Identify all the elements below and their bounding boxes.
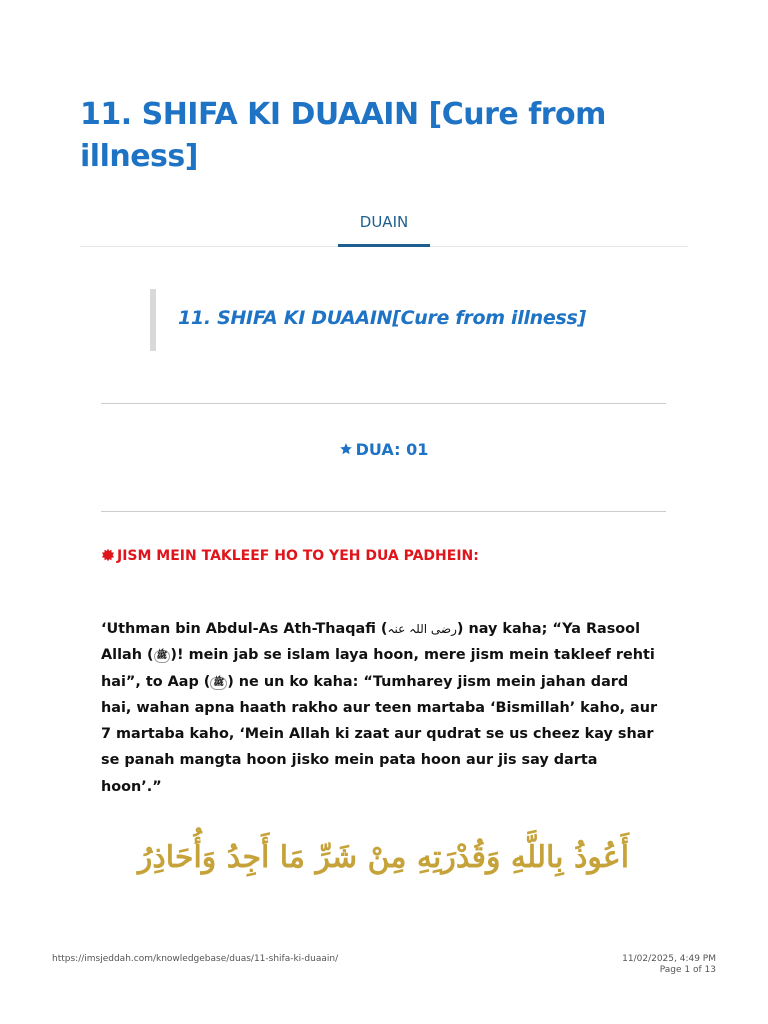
footer-meta	[622, 954, 716, 976]
divider-top	[101, 403, 666, 404]
star-icon	[339, 442, 353, 456]
tab-duain[interactable]: DUAIN	[338, 200, 430, 247]
footer-url: https://imsjeddah.com/knowledgebase/duas/11-shifa-ki-duaain/	[52, 954, 339, 964]
dua-heading	[101, 440, 666, 459]
footer-page-number: Page 1 of 13	[659, 965, 716, 975]
narration-paragraph	[101, 616, 661, 800]
divider-bottom	[101, 511, 666, 512]
narration-part-2: ) nay kaha; “Ya Rasool Allah (	[101, 621, 641, 664]
blockquote	[150, 289, 656, 351]
tab-bar	[80, 200, 688, 247]
narration-part-4: ) ne un ko kaha: “Tumharey jism mein jahan dard hai, wahan apna haath rakho aur teen martaba ‘Bismillah’ kaho, aur 7 martaba kaho, ‘Mein Allah ki zaat aur qudrat se us cheez kay shar se panah mangta hoon jisko mein pata hoon aur jis say darta hoon’.”	[101, 673, 658, 795]
footer-datetime: 11/02/2025, 4:49 PM	[622, 954, 716, 964]
dua-heading-label: DUA: 01	[355, 440, 429, 459]
narration-part-3: )! mein jab se islam laya hoon, mere jism mein takleef rehti hai”, to Aap (	[101, 647, 655, 690]
instruction-line	[101, 548, 479, 564]
prophet-honorific: ﷺ	[210, 677, 227, 690]
arabic-dua-text: أَعُوذُ بِاللَّهِ وَقُدْرَتِهِ مِنْ شَرِّ مَا أَجِدُ وَأُحَاذِرُ	[137, 840, 630, 875]
page-title: 11. SHIFA KI DUAAIN [Cure from illness]	[80, 97, 606, 174]
quote-text: 11. SHIFA KI DUAAIN[Cure from illness]	[178, 307, 586, 329]
narration-part-1: ‘Uthman bin Abdul-As Ath-Thaqafi (	[101, 621, 388, 637]
burst-icon	[101, 548, 115, 562]
instruction-text: JISM MEIN TAKLEEF HO TO YEH DUA PADHEIN:	[117, 548, 479, 564]
companion-honorific: رضی اللہ عنہ	[387, 622, 457, 636]
prophet-honorific: ﷺ	[154, 650, 171, 663]
